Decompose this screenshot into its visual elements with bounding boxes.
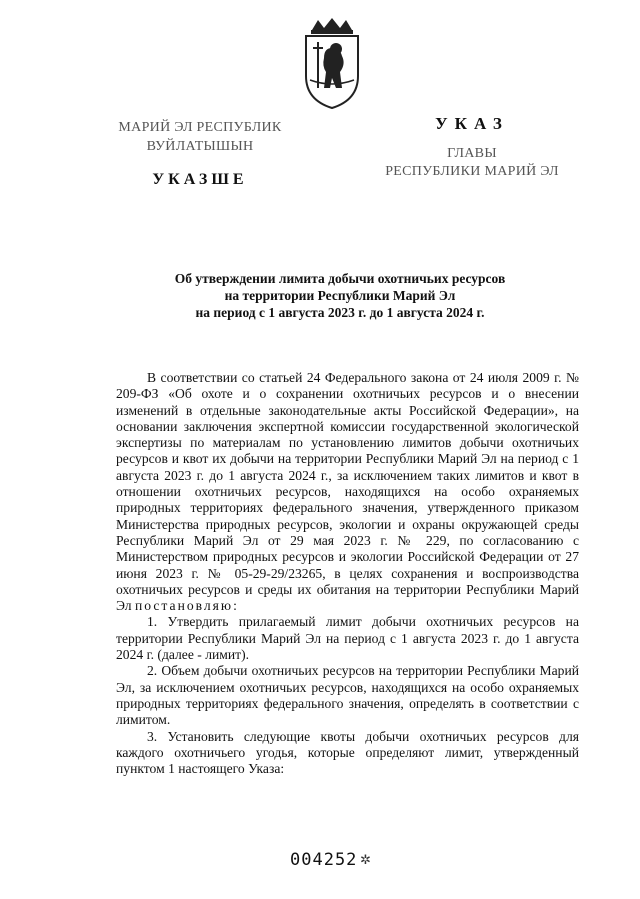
header-right-title: УКАЗ [435,114,509,133]
header-right-block [364,114,580,181]
title-line2: на территории Республики Марий Эл [224,288,456,303]
header-left-block [96,118,304,189]
header-right-line1: ГЛАВЫ [447,146,497,161]
document-body [116,370,579,777]
paragraph-preamble [116,370,579,614]
title-line3: на период с 1 августа 2023 г. до 1 августа 2024 г. [195,305,485,320]
header-left-line1: МАРИЙ ЭЛ РЕСПУБЛИК [118,120,282,135]
asterisk-mark-icon: ✲ [360,852,371,867]
preamble-text: В соответствии со статьей 24 Федерального закона от 24 июля 2009 г. № 209-ФЗ «Об охоте и о сохранении охотничьих ресурсов и о внесении изменений в отдельные законодательные акты Российской Федерации», на основании заключения экспертной комиссии государственной экологической экспертизы по материалам по установлению лимитов добычи охотничьих ресурсов и квот их добычи на территории Республики Марий Эл на период с 1 августа 2023 г. до 1 августа 2024 г., за исключением таких лимитов и квот в отношении охотничьих ресурсов, находящихся на особо охраняемых природных территориях федерального значения, утвержденного приказом Министерства природных ресурсов, экологии и охраны окружающей среды Республики Марий Эл от 29 мая 2023 г. № 229, по согласованию с Министерством природных ресурсов и экологии Российской Федерации от 27 июня 2023 г. № 05-29-29/23265, в целях сохранения и воспроизводства охотничьих ресурсов и среды их обитания на территории Республики Марий Эл [116,370,579,614]
coat-of-arms-bear-icon [302,18,362,110]
header-left-line2: ВУЙЛАТЫШЫН [146,139,254,154]
header-right-line2: РЕСПУБЛИКИ МАРИЙ ЭЛ [385,164,559,179]
title-line1: Об утверждении лимита добычи охотничьих ресурсов [174,271,506,286]
preamble-resolution-word: постановляю: [134,598,239,614]
paragraph-item-2: 2. Объем добычи охотничьих ресурсов на территории Республики Марий Эл, за исключением охотничьих ресурсов, находящихся на особо охраняемых природных территориях федерального значения, определять в соответствии с лимитом. [116,663,579,728]
document-number: 004252 [290,850,358,870]
header-left-title: УКАЗШЕ [152,171,248,188]
paragraph-item-3: 3. Установить следующие квоты добычи охотничьих ресурсов для каждого охотничьего угодья, которые определяют лимит, утвержденный пунктом 1 настоящего Указа: [116,728,579,777]
document-title [100,270,580,321]
paragraph-item-1: 1. Утвердить прилагаемый лимит добычи охотничьих ресурсов на территории Республики Марий Эл на период с 1 августа 2023 г. до 1 августа 2024 г. (далее - лимит). [116,614,579,663]
